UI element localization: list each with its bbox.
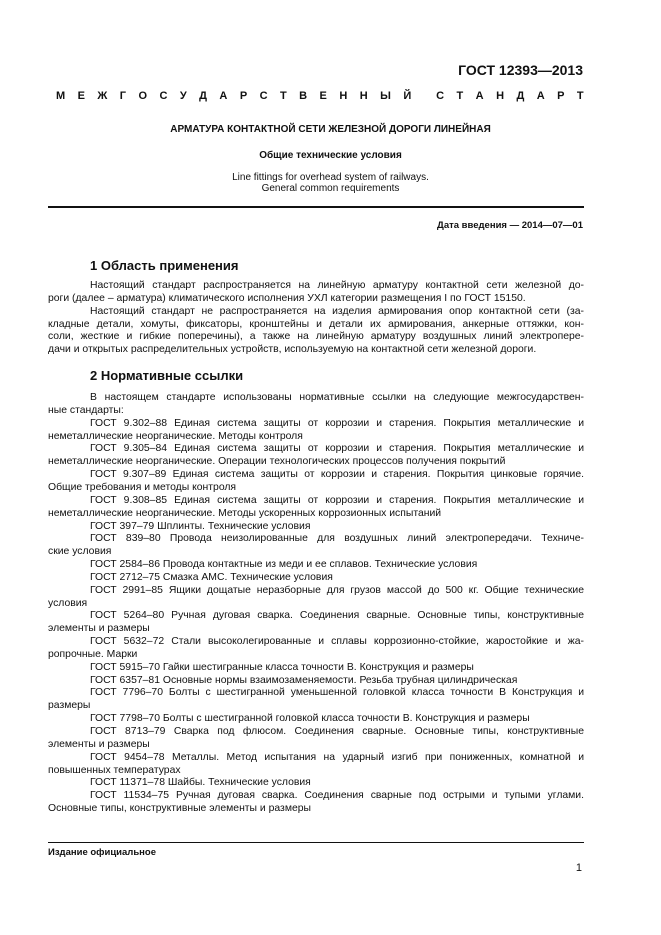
- paragraph-line: ГОСТ 7798–70 Болты с шестигранной головкой класса точности В. Конструкция и размеры: [90, 713, 530, 725]
- paragraph-line: ГОСТ 9.305–84 Единая система защиты от коррозии и старения. Покрытия металлические и: [90, 443, 584, 455]
- english-title-line1: Line fittings for overhead system of railways.: [232, 172, 429, 183]
- paragraph-line: кладные детали, хомуты, фиксаторы, кронштейны и детали их армирования, анкерные оттяжки, кон-: [48, 318, 584, 330]
- introduction-date: Дата введения — 2014—07—01: [437, 220, 583, 231]
- official-edition-label: Издание официальное: [48, 847, 156, 858]
- banner-letter: Н: [496, 90, 505, 102]
- paragraph-line: дачи и открытых распределительных устройств, используемую на контактной сети железной дороги.: [48, 344, 537, 356]
- paragraph-line: соли, жесткие и гибкие поперечины), а также на линейную арматуру воздушных линий электропере-: [48, 331, 584, 343]
- banner-letter: О: [138, 90, 148, 102]
- banner-letter: Н: [339, 90, 348, 102]
- paragraph: [48, 495, 584, 521]
- paragraph-line: неметаллические неорганические. Методы ускоренных коррозионных испытаний: [48, 507, 442, 519]
- document-body: [48, 256, 584, 816]
- banner-letter: С: [259, 90, 268, 102]
- paragraph: [48, 662, 584, 675]
- paragraph: [48, 726, 584, 752]
- paragraph-line: неметаллические неорганические. Методы контроля: [48, 430, 303, 442]
- footer-divider: [48, 842, 584, 843]
- paragraph: [48, 777, 584, 790]
- paragraph-line: ГОСТ 9.302–88 Единая система защиты от коррозии и старения. Покрытия металлические и: [90, 417, 584, 429]
- banner-letter: С: [436, 90, 445, 102]
- banner-letter: Е: [77, 90, 85, 102]
- paragraph: [48, 392, 584, 418]
- paragraph-line: ГОСТ 5264–80 Ручная дуговая сварка. Соединения сварные. Основные типы, конструктивные: [90, 610, 584, 622]
- paragraph-line: ГОСТ 11534–75 Ручная дуговая сварка. Соединения сварные под острыми и тупыми углами.: [90, 790, 584, 802]
- paragraph-line: ропрочные. Марки: [48, 648, 138, 660]
- banner-letter: Д: [516, 90, 525, 102]
- standard-number: ГОСТ 12393—2013: [458, 62, 583, 78]
- banner-letter: А: [536, 90, 545, 102]
- paragraph-line: ГОСТ 9.307–89 Единая система защиты от коррозии и старения. Покрытия цинковые горячие.: [90, 469, 584, 481]
- banner-letter: Ы: [380, 90, 391, 102]
- banner-letter: У: [179, 90, 187, 102]
- paragraph-line: повышенных температурах: [48, 764, 181, 776]
- banner-letter: Е: [319, 90, 327, 102]
- section-heading: 2 Нормативные ссылки: [90, 368, 244, 384]
- paragraph-line: ГОСТ 7796–70 Болты с шестигранной уменьшенной головкой класса точности В Конструкция и: [90, 687, 584, 699]
- banner-letter: С: [159, 90, 168, 102]
- banner-letter: М: [56, 90, 66, 102]
- paragraph-line: ГОСТ 5632–72 Стали высоколегированные и сплавы коррозионно-стойкие, жаростойкие и жа-: [90, 636, 584, 648]
- paragraph-line: ГОСТ 6357–81 Основные нормы взаимозаменяемости. Резьба трубная цилиндрическая: [90, 674, 518, 686]
- banner-letter: Т: [279, 90, 287, 102]
- english-title-line2: General common requirements: [261, 183, 400, 194]
- paragraph-line: размеры: [48, 700, 91, 712]
- banner-letter: Ж: [97, 90, 108, 102]
- paragraph: [48, 675, 584, 688]
- paragraph-line: Основные типы, конструктивные элементы и размеры: [48, 803, 311, 815]
- paragraph-line: ные стандарты:: [48, 404, 124, 416]
- header-divider: [48, 206, 584, 208]
- paragraph: [48, 752, 584, 778]
- section-heading: 1 Область применения: [90, 258, 239, 273]
- paragraph: [48, 636, 584, 662]
- banner-letter: Т: [456, 90, 464, 102]
- document-title: АРМАТУРА КОНТАКТНОЙ СЕТИ ЖЕЛЕЗНОЙ ДОРОГИ ЛИНЕЙНАЯ: [170, 124, 491, 135]
- paragraph-line: Общие требования и методы контроля: [48, 481, 237, 493]
- paragraph: [48, 533, 584, 559]
- paragraph: [48, 572, 584, 585]
- paragraph-line: В настоящем стандарте использованы нормативные ссылки на следующие межгосударствен-: [90, 392, 584, 404]
- paragraph-line: ГОСТ 2712–75 Смазка АМС. Технические условия: [90, 571, 333, 583]
- paragraph-line: ГОСТ 839–80 Провода неизолированные для воздушных линий электропередачи. Техниче-: [90, 533, 584, 545]
- paragraph-line: ские условия: [48, 546, 112, 558]
- paragraph-line: ГОСТ 8713–79 Сварка под флюсом. Соединения сварные. Основные типы, конструктивные: [90, 726, 584, 737]
- paragraph-line: неметаллические неорганические. Операции технологических процессов получения покрытий: [48, 456, 506, 468]
- paragraph-line: ГОСТ 9454–78 Металлы. Метод испытания на ударный изгиб при пониженных, комнатной и: [90, 751, 584, 763]
- banner-letter: В: [299, 90, 308, 102]
- paragraph: [48, 559, 584, 572]
- banner-letter: Т: [576, 90, 584, 102]
- paragraph-line: ГОСТ 2991–85 Ящики дощатые неразборные для грузов массой до 500 кг. Общие технические: [90, 584, 584, 596]
- paragraph-line: элементы и размеры: [48, 623, 150, 635]
- banner-letter: А: [219, 90, 228, 102]
- banner-letter: Й: [403, 90, 412, 102]
- paragraph-line: элементы и размеры: [48, 738, 150, 750]
- paragraph: [48, 418, 584, 444]
- page-number: 1: [575, 862, 582, 874]
- paragraph-line: Настоящий стандарт распространяется на линейную арматуру контактной сети железной до-: [90, 280, 584, 291]
- banner-letter: Р: [239, 90, 248, 102]
- paragraph-line: роги (далее – арматура) климатического исполнения УХЛ категории размещения I по ГОСТ 15150.: [48, 292, 526, 304]
- paragraph-line: условия: [48, 597, 88, 609]
- paragraph: [48, 713, 584, 726]
- paragraph: [48, 687, 584, 713]
- banner-letter: А: [475, 90, 484, 102]
- banner-letter: Д: [199, 90, 207, 102]
- paragraph: [48, 469, 584, 495]
- paragraph-line: ГОСТ 11371–78 Шайбы. Технические условия: [90, 777, 311, 789]
- paragraph-line: ГОСТ 5915–70 Гайки шестигранные класса точности В. Конструкция и размеры: [90, 661, 474, 673]
- banner-letter: Н: [359, 90, 368, 102]
- paragraph-line: ГОСТ 9.308–85 Единая система защиты от коррозии и старения. Покрытия металлические и: [90, 494, 584, 506]
- paragraph: [48, 443, 584, 469]
- banner-letter: Г: [119, 90, 127, 102]
- paragraph-line: Настоящий стандарт не распространяется на изделия армирования опор контактной сети (за-: [90, 305, 584, 317]
- document-subtitle: Общие технические условия: [259, 150, 402, 161]
- paragraph: [48, 306, 584, 357]
- paragraph: [48, 585, 584, 611]
- paragraph: [48, 790, 584, 816]
- paragraph: [48, 610, 584, 636]
- paragraph: [48, 521, 584, 534]
- banner-letter: Р: [557, 90, 565, 102]
- paragraph-line: ГОСТ 397–79 Шплинты. Технические условия: [90, 520, 311, 532]
- interstate-standard-banner: [56, 90, 584, 102]
- paragraph-line: ГОСТ 2584–86 Провода контактные из меди и ее сплавов. Технические условия: [90, 559, 478, 571]
- paragraph: [48, 280, 584, 306]
